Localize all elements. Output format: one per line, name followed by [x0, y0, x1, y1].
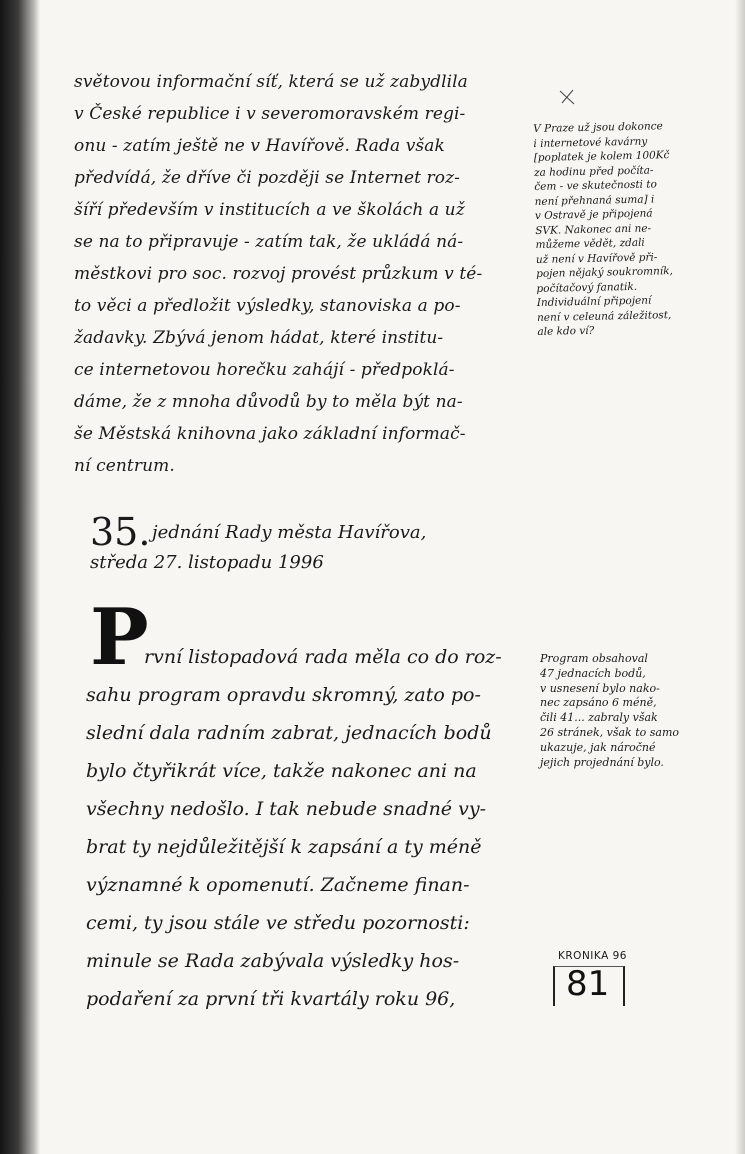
side-note-1-line: ale kdo ví? — [537, 324, 595, 338]
main-text-2-line: bylo čtyřikrát více, takže nakonec ani na — [86, 760, 477, 782]
main-text-1-line: světovou informační síť, která se už zabydlila — [74, 72, 468, 92]
side-note-1-line: není přehnaná suma] i — [534, 192, 655, 208]
side-note-2-line: ukazuje, jak náročné — [540, 740, 656, 754]
side-note-1-line: můžeme vědět, zdali — [535, 236, 645, 251]
drop-cap-letter: P — [90, 592, 149, 683]
main-text-1-line: v České republice i v severomoravském regi- — [74, 104, 466, 124]
side-note-1-line: čem - ve skutečnosti to — [534, 178, 657, 193]
side-note-2 — [540, 652, 740, 770]
main-text-2-line: podaření za první tři kvartály roku 96, — [86, 988, 456, 1010]
main-text-1-line: žadavky. Zbývá jenom hádat, které institu- — [74, 328, 444, 348]
book-binding-shadow — [0, 0, 40, 1154]
main-text-1-line: onu - zatím ještě ne v Havířově. Rada však — [74, 136, 445, 156]
main-text-2-line: rvní listopadová rada měla co do roz- — [144, 646, 502, 668]
main-text-2-line: všechny nedošlo. I tak nebude snadné vy- — [86, 798, 486, 820]
entry-date-line: středa 27. listopadu 1996 — [90, 552, 324, 573]
side-note-1-line: V Praze už jsou dokonce — [533, 120, 663, 135]
main-text-1-line: předvídá, že dříve či později se Internet roz- — [74, 168, 461, 188]
side-note-1-line: není v celeuná záležitost, — [536, 308, 672, 324]
main-text-1-line: ce internetovou horečku zahájí - předpoklá- — [74, 360, 455, 380]
side-note-2-line: nec zapsáno 6 méně, — [540, 696, 657, 710]
side-note-2-line: 26 stránek, však to samo — [540, 725, 680, 739]
entry-title-line: jednání Rady města Havířova, — [152, 522, 427, 543]
chronicle-label: KRONIKA 96 — [558, 950, 627, 962]
main-text-1-line: ní centrum. — [74, 456, 175, 476]
entry-number: 35. — [90, 510, 151, 554]
main-text-1-line: šíří především v institucích a ve školách a už — [74, 200, 465, 220]
side-note-2-line: v usnesení bylo nako- — [540, 681, 660, 695]
side-note-1-line: v Ostravě je připojená — [534, 207, 653, 222]
side-note-2-line: jejich projednání bylo. — [540, 755, 664, 769]
side-note-1-line: Individuální připojení — [536, 294, 652, 309]
main-text-2-line: brat ty nejdůležitější k zapsání a ty méně — [86, 836, 482, 858]
side-note-1 — [533, 118, 743, 340]
side-note-1-line: pojen nějaký soukromník, — [536, 265, 673, 280]
side-note-1-line: i internetové kavárny — [533, 135, 648, 150]
side-note-1-line: počítačový fanatik. — [536, 280, 638, 295]
side-note-1-line: SVK. Nakonec ani ne- — [535, 222, 652, 237]
main-text-2-line: významné k opomenutí. Začneme finan- — [86, 874, 470, 896]
main-text-1-line: to věci a předložit výsledky, stanoviska a po- — [74, 296, 461, 316]
main-text-2-line: sahu program opravdu skromný, zato po- — [86, 684, 481, 706]
main-text-2-line: minule se Rada zabývala výsledky hos- — [86, 950, 460, 972]
side-note-2-line: čili 41... zabraly však — [540, 711, 658, 725]
side-note-1-line: už není v Havířově při- — [535, 250, 658, 266]
main-text-2-line: slední dala radním zabrat, jednacích bodů — [86, 722, 492, 744]
side-note-1-line: [poplatek je kolem 100Kč — [533, 149, 670, 164]
main-text-1-line: městkovi pro soc. rozvoj provést průzkum v té- — [74, 264, 483, 284]
main-text-block-2 — [86, 640, 536, 1018]
main-text-1-line: se na to připravuje - zatím tak, že ukládá ná- — [74, 232, 464, 252]
main-text-1-line: dáme, že z mnoha důvodů by to měla být na- — [74, 392, 463, 412]
side-note-2-line: Program obsahoval — [540, 652, 648, 665]
cross-mark-icon — [558, 88, 576, 106]
side-note-2-line: 47 jednacích bodů, — [540, 666, 646, 680]
main-text-block-1 — [74, 66, 544, 482]
main-text-2-line: cemi, ty jsou stále ve středu pozornosti: — [86, 912, 470, 934]
page-number: 81 — [566, 964, 610, 1004]
side-note-1-line: za hodinu před počíta- — [533, 163, 654, 179]
main-text-1-line: še Městská knihovna jako základní informač- — [74, 424, 466, 444]
